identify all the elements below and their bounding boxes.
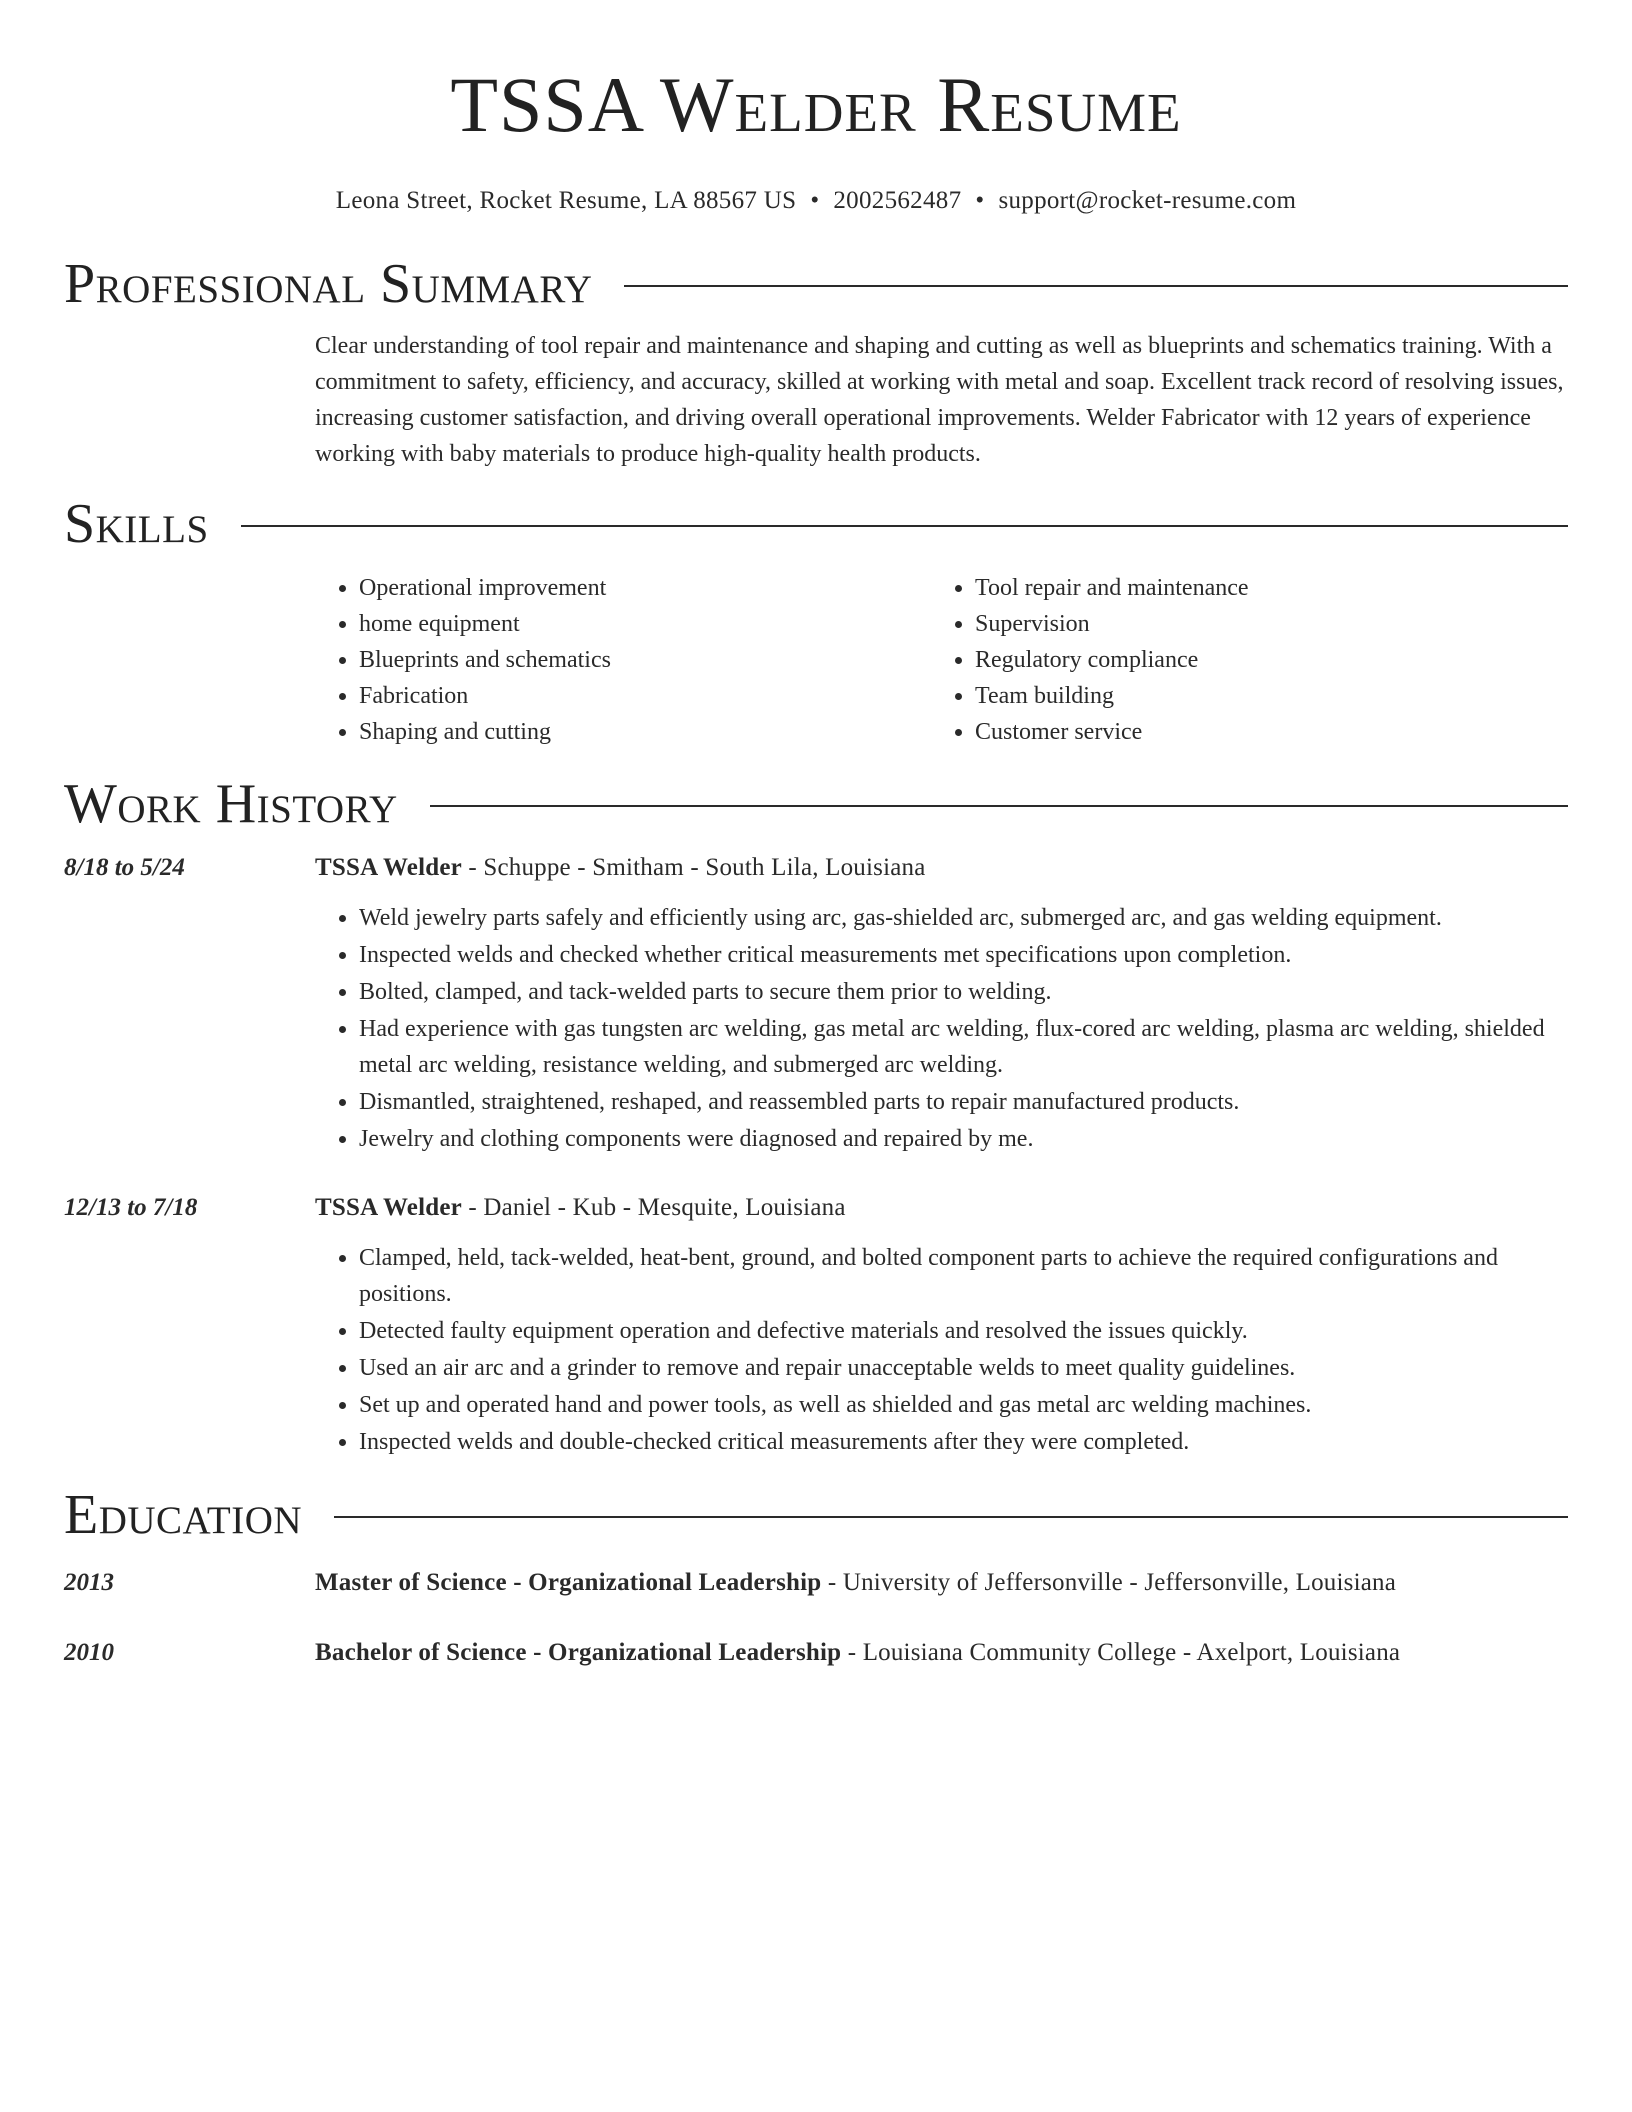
education-school: - University of Jeffersonville - Jeffersonville, Louisiana [821, 1569, 1397, 1596]
duty-item: • Set up and operated hand and power tools, as well as shielded and gas metal arc welding machines. [359, 1387, 1568, 1423]
contact-phone: 2002562487 [833, 187, 962, 214]
duty-item: • Bolted, clamped, and tack-welded parts to secure them prior to welding. [359, 974, 1568, 1010]
job-heading [315, 1190, 1568, 1226]
skill-item: • Team building [975, 678, 1549, 714]
education-year: 2010 [64, 1639, 114, 1666]
duty-item: • Used an air arc and a grinder to remove and repair unacceptable welds to meet quality guidelines. [359, 1350, 1568, 1386]
job-entry [64, 850, 1568, 1158]
contact-line [64, 186, 1568, 216]
duty-item: • Inspected welds and checked whether critical measurements met specifications upon completion. [359, 937, 1568, 973]
contact-separator: • [975, 187, 985, 214]
job-employer: - Daniel - Kub - Mesquite, Louisiana [461, 1194, 846, 1221]
education-entry [64, 1635, 1568, 1671]
contact-address: Leona Street, Rocket Resume, LA 88567 US [335, 187, 797, 214]
skill-item: • Operational improvement [359, 570, 931, 606]
job-dates: 8/18 to 5/24 [64, 854, 185, 881]
section-divider [430, 805, 1568, 807]
section-divider [624, 285, 1568, 287]
education-year: 2013 [64, 1569, 114, 1596]
duty-item: • Inspected welds and double-checked critical measurements after they were completed. [359, 1424, 1568, 1460]
skills-section-heading [64, 492, 1568, 556]
job-duties [315, 900, 1568, 1157]
skill-item: • Blueprints and schematics [359, 642, 931, 678]
job-role: TSSA Welder [315, 1194, 462, 1221]
contact-email: support@rocket-resume.com [998, 187, 1297, 214]
skills-section-title: Skills [64, 493, 209, 555]
duty-item: • Dismantled, straightened, reshaped, and reassembled parts to repair manufactured products. [359, 1084, 1568, 1120]
duty-item: • Had experience with gas tungsten arc welding, gas metal arc welding, flux-cored arc welding, plasma arc welding, shielded metal arc welding, resistance welding, and submerged arc welding. [359, 1011, 1568, 1083]
skills-column-left [315, 570, 931, 750]
job-employer: - Schuppe - Smitham - South Lila, Louisiana [461, 854, 926, 881]
section-divider [334, 1516, 1568, 1518]
summary-text: Clear understanding of tool repair and maintenance and shaping and cutting as well as blueprints and schematics training. With a commitment to safety, efficiency, and accuracy, skilled at working with metal and soap. Excellent track record of resolving issues, increasing customer satisfaction, and driving overall operational improvements. Welder Fabricator with 12 years of experience working with baby materials to produce high-quality health products. [315, 333, 1564, 467]
skill-item: • Tool repair and maintenance [975, 570, 1549, 606]
duty-item: • Jewelry and clothing components were diagnosed and repaired by me. [359, 1121, 1568, 1157]
contact-separator: • [810, 187, 820, 214]
duty-item: • Weld jewelry parts safely and efficiently using arc, gas-shielded arc, submerged arc, and gas welding equipment. [359, 900, 1568, 936]
education-degree: Bachelor of Science - Organizational Leadership [315, 1639, 842, 1666]
job-duties [315, 1240, 1568, 1460]
education-entry [64, 1565, 1568, 1601]
skill-item: • Fabrication [359, 678, 931, 714]
job-role: TSSA Welder [315, 854, 462, 881]
education-section-title: Education [64, 1484, 303, 1546]
section-divider [241, 525, 1568, 527]
work-section-title: Work History [64, 773, 398, 835]
education-section-heading [64, 1483, 1568, 1547]
job-entry [64, 1190, 1568, 1461]
summary-section-heading [64, 252, 1568, 316]
skills-column-right [931, 570, 1549, 750]
skill-item: • Regulatory compliance [975, 642, 1549, 678]
skills-list [315, 570, 1568, 750]
skill-item: • Supervision [975, 606, 1549, 642]
duty-item: • Detected faulty equipment operation and defective materials and resolved the issues quickly. [359, 1313, 1568, 1349]
duty-item: • Clamped, held, tack-welded, heat-bent, ground, and bolted component parts to achieve the required configurations and positions. [359, 1240, 1568, 1312]
education-degree: Master of Science - Organizational Leadership [315, 1569, 822, 1596]
job-heading [315, 850, 1568, 886]
work-section-heading [64, 772, 1568, 836]
education-school: - Louisiana Community College - Axelport, Louisiana [841, 1639, 1401, 1666]
skill-item: • Shaping and cutting [359, 714, 931, 750]
resume-title: TSSA Welder Resume [450, 61, 1182, 148]
job-dates: 12/13 to 7/18 [64, 1194, 198, 1221]
skill-item: • home equipment [359, 606, 931, 642]
skill-item: • Customer service [975, 714, 1549, 750]
summary-section-title: Professional Summary [64, 253, 593, 315]
